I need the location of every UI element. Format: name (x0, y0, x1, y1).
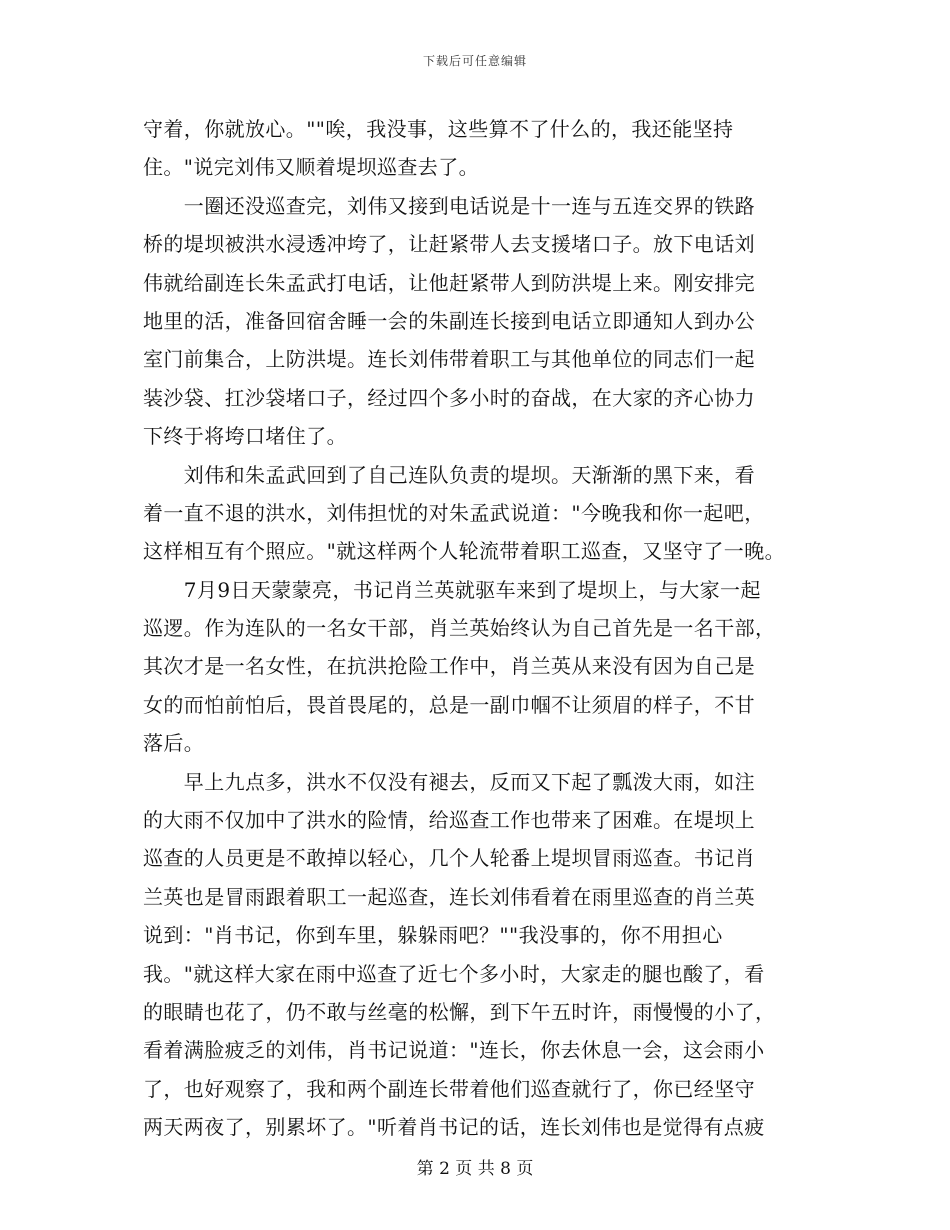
text-line: 刘伟和朱孟武回到了自己连队负责的堤坝。天渐渐的黑下来，看 (143, 462, 755, 487)
text-line: 着一直不退的洪水，刘伟担忧的对朱孟武说道："今晚我和你一起吧， (143, 500, 765, 525)
text-line: 的眼睛也花了，仍不敢与丝毫的松懈，到下午五时许，雨慢慢的小了， (143, 999, 776, 1024)
text-line: 的大雨不仅加中了洪水的险情，给巡查工作也带来了困难。在堤坝上 (143, 808, 755, 833)
page-number: 第 2 页 共 8 页 (416, 1159, 534, 1179)
text-line: 兰英也是冒雨跟着职工一起巡查，连长刘伟看着在雨里巡查的肖兰英 (143, 884, 755, 909)
text-line: 下终于将垮口堵住了。 (143, 424, 347, 449)
text-line: 这样相互有个照应。"就这样两个人轮流带着职工巡查，又坚守了一晚。 (143, 539, 785, 564)
text-line: 守着，你就放心。""唉，我没事，这些算不了什么的，我还能坚持 (143, 117, 734, 141)
text-line: 看着满脸疲乏的刘伟，肖书记说道："连长，你去休息一会，这会雨小 (143, 1038, 765, 1063)
text-line: 早上九点多，洪水不仅没有褪去，反而又下起了瓢泼大雨，如注 (143, 769, 755, 794)
page-header: 下载后可任意编辑 (422, 54, 527, 68)
text-line: 一圈还没巡查完，刘伟又接到电话说是十一连与五连交界的铁路 (143, 193, 755, 218)
document-body (143, 110, 823, 1147)
text-line: 住。"说完刘伟又顺着堤坝巡查去了。 (143, 155, 479, 180)
text-line: 桥的堤坝被洪水浸透冲垮了，让赶紧带人去支援堵口子。放下电话刘 (143, 232, 755, 257)
text-line: 巡逻。作为连队的一名女干部，肖兰英始终认为自己首先是一名干部， (143, 616, 776, 641)
text-line: 装沙袋、扛沙袋堵口子，经过四个多小时的奋战，在大家的齐心协力 (143, 385, 755, 410)
text-line: 地里的活，准备回宿舍睡一会的朱副连长接到电话立即通知人到办公 (143, 308, 755, 333)
text-line: 说到："肖书记，你到车里，躲躲雨吧？""我没事的，你不用担心 (143, 923, 723, 948)
text-line: 其次才是一名女性，在抗洪抢险工作中，肖兰英从来没有因为自己是 (143, 654, 755, 679)
text-line: 女的而怕前怕后，畏首畏尾的，总是一副巾帼不让须眉的样子，不甘 (143, 692, 755, 717)
text-line: 7月9日天蒙蒙亮，书记肖兰英就驱车来到了堤坝上，与大家一起 (143, 577, 761, 602)
text-line: 巡查的人员更是不敢掉以轻心，几个人轮番上堤坝冒雨巡查。书记肖 (143, 846, 755, 871)
text-line: 两天两夜了，别累坏了。"听着肖书记的话，连长刘伟也是觉得有点疲 (143, 1115, 765, 1140)
text-line: 了，也好观察了，我和两个副连长带着他们巡查就行了，你已经坚守 (143, 1076, 755, 1101)
text-line: 我。"就这样大家在雨中巡查了近七个多小时，大家走的腿也酸了，看 (143, 961, 765, 986)
text-line: 室门前集合，上防洪堤。连长刘伟带着职工与其他单位的同志们一起 (143, 347, 755, 372)
text-line: 伟就给副连长朱孟武打电话，让他赶紧带人到防洪堤上来。刚安排完 (143, 270, 755, 295)
text-line: 落后。 (143, 731, 205, 756)
